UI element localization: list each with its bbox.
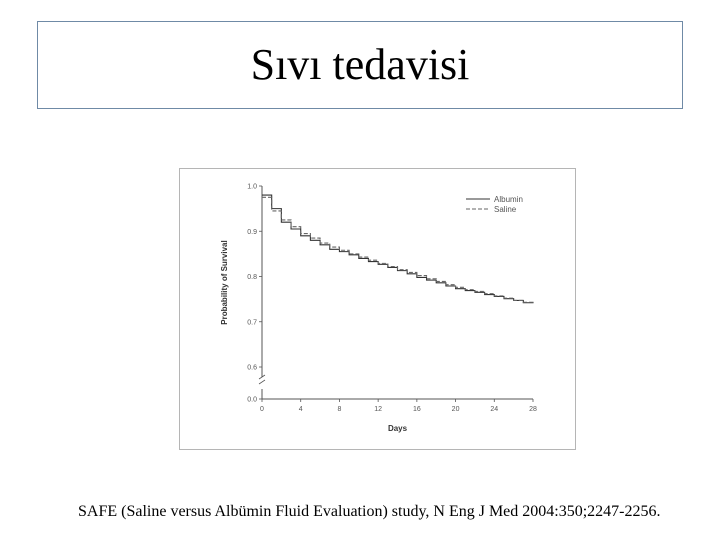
x-tick-label: 12 bbox=[374, 406, 383, 413]
x-tick-label: 24 bbox=[490, 406, 499, 413]
x-axis-label: Days bbox=[387, 424, 408, 433]
y-tick-label: 0.9 bbox=[247, 228, 257, 236]
y-tick-label: 0.0 bbox=[247, 396, 257, 404]
y-axis-break-mark bbox=[259, 380, 265, 384]
series-line-albumin bbox=[262, 195, 533, 303]
y-tick-label: 0.6 bbox=[247, 364, 257, 372]
x-tick-label: 0 bbox=[260, 406, 264, 413]
x-tick-label: 16 bbox=[412, 406, 421, 413]
y-tick-label: 0.8 bbox=[247, 274, 257, 281]
slide-title-box bbox=[37, 21, 683, 109]
y-tick-label: 0.7 bbox=[247, 319, 257, 327]
x-tick-label: 4 bbox=[298, 406, 303, 413]
y-axis-label: Probability of Survival bbox=[220, 240, 229, 325]
y-tick-label: 1.0 bbox=[247, 183, 257, 191]
x-tick-label: 20 bbox=[451, 406, 460, 413]
legend-label-saline: Saline bbox=[494, 205, 517, 214]
chart-svg bbox=[180, 169, 575, 449]
slide-caption: SAFE (Saline versus Albümin Fluid Evaluation) study, N Eng J Med 2004:350;2247-2256. bbox=[78, 503, 661, 520]
slide-title: Sıvı tedavisi bbox=[250, 40, 470, 89]
survival-chart bbox=[179, 168, 576, 450]
legend-label-albumin: Albumin bbox=[494, 195, 523, 204]
x-tick-label: 28 bbox=[529, 406, 537, 413]
x-tick-label: 8 bbox=[337, 406, 342, 413]
series-line-saline bbox=[262, 197, 533, 302]
